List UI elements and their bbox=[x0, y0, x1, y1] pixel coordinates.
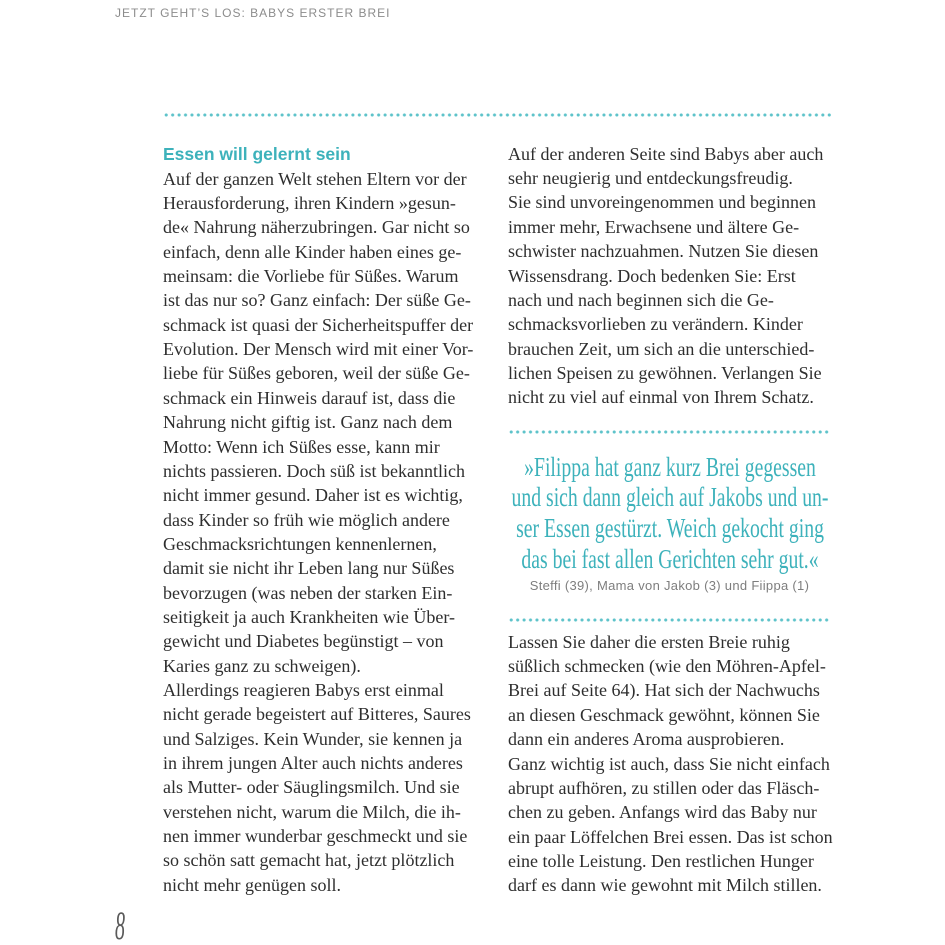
body-line: in ihrem jungen Alter auch nichts anderes bbox=[163, 752, 463, 773]
body-line: ein paar Löffelchen Brei essen. Das ist schon bbox=[508, 826, 833, 847]
body-line: einfach, denn alle Kinder haben eines ge- bbox=[163, 241, 462, 262]
body-line: sehr neugierig und entdeckungsfreudig. bbox=[508, 168, 793, 189]
body-line: nen immer wunderbar geschmeckt und sie bbox=[163, 826, 468, 847]
body-line: dann ein anderes Aroma ausprobieren. bbox=[508, 729, 785, 750]
running-header: JETZT GEHT’S LOS: BABYS ERSTER BREI bbox=[115, 6, 391, 20]
quote-top-dotted-divider bbox=[508, 430, 831, 434]
body-line: bevorzugen (was neben der starken Ein- bbox=[163, 582, 453, 603]
body-line: Auf der anderen Seite sind Babys aber auch bbox=[508, 143, 824, 164]
body-line: schmack ein Hinweis darauf ist, dass die bbox=[163, 387, 456, 408]
quote-line-row bbox=[508, 544, 831, 575]
body-line: Allerdings reagieren Babys erst einmal bbox=[163, 679, 444, 700]
right-column-bottom bbox=[508, 630, 853, 898]
body-line: Auf der ganzen Welt stehen Eltern vor der bbox=[163, 168, 467, 189]
body-line: abrupt aufhören, zu stillen oder das Fläsch- bbox=[508, 777, 820, 798]
top-dotted-divider bbox=[163, 113, 831, 117]
body-line: Ganz wichtig ist auch, dass Sie nicht einfach bbox=[508, 753, 830, 774]
body-line: brauchen Zeit, um sich an die unterschied- bbox=[508, 338, 815, 359]
pull-quote bbox=[508, 452, 831, 575]
body-line: Lassen Sie daher die ersten Breie ruhig bbox=[508, 631, 790, 652]
quote-attribution: Steffi (39), Mama von Jakob (3) und Fiippa (1) bbox=[529, 578, 810, 593]
body-line: nicht mehr genügen soll. bbox=[163, 874, 341, 895]
body-line: meinsam: die Vorliebe für Süßes. Warum bbox=[163, 266, 459, 287]
body-line: de« Nahrung näherzubringen. Gar nicht so bbox=[163, 217, 470, 238]
body-line: und Salziges. Kein Wunder, sie kennen ja bbox=[163, 728, 463, 749]
body-line: eine tolle Leistung. Den restlichen Hunger bbox=[508, 850, 814, 871]
body-line: nicht zu viel auf einmal von Ihrem Schatz. bbox=[508, 387, 814, 408]
body-line: ist das nur so? Ganz einfach: Der süße Ge- bbox=[163, 290, 471, 311]
body-line: nach und nach beginnen sich die Ge- bbox=[508, 289, 774, 310]
body-line: Herausforderung, ihren Kindern »gesun- bbox=[163, 193, 456, 214]
body-line: schwister nachzuahmen. Nutzen Sie diesen bbox=[508, 241, 819, 262]
body-line: Sie sind unvoreingenommen und beginnen bbox=[508, 192, 816, 213]
body-line: süßlich schmecken (wie den Möhren-Apfel- bbox=[508, 656, 826, 677]
body-line: dass Kinder so früh wie möglich andere bbox=[163, 509, 450, 530]
body-line: schmacksvorlieben zu verändern. Kinder bbox=[508, 314, 803, 335]
right-column-top bbox=[508, 142, 853, 410]
quote-line-row bbox=[508, 482, 831, 513]
body-line: Wissensdrang. Doch bedenken Sie: Erst bbox=[508, 265, 796, 286]
quote-line: ser Essen gestürzt. Weich gekocht ging bbox=[515, 512, 824, 543]
body-line: darf es dann wie gewohnt mit Milch stillen. bbox=[508, 875, 822, 896]
body-line: lichen Speisen zu gewöhnen. Verlangen Sie bbox=[508, 362, 822, 383]
body-line: nichts passieren. Doch süß ist bekanntlich bbox=[163, 460, 465, 481]
body-line: als Mutter- oder Säuglingsmilch. Und sie bbox=[163, 777, 460, 798]
quote-line: und sich dann gleich auf Jakobs und un- bbox=[511, 482, 828, 513]
body-line: damit sie nicht ihr Leben lang nur Süßes bbox=[163, 558, 455, 579]
body-line: liebe für Süßes geboren, weil der süße Ge- bbox=[163, 363, 470, 384]
page-number: 8 bbox=[115, 903, 125, 945]
body-line: so schön satt gemacht hat, jetzt plötzlich bbox=[163, 850, 455, 871]
body-line: nicht gerade begeistert auf Bitteres, Saures bbox=[163, 704, 471, 725]
section-heading: Essen will gelernt sein bbox=[163, 144, 351, 165]
quote-line-row bbox=[508, 452, 831, 483]
body-line: verstehen nicht, warum die Milch, die ih- bbox=[163, 801, 461, 822]
body-line: Brei auf Seite 64). Hat sich der Nachwuchs bbox=[508, 680, 820, 701]
body-line: nicht immer gesund. Daher ist es wichtig, bbox=[163, 485, 463, 506]
quote-bottom-dotted-divider bbox=[508, 618, 831, 622]
body-line: an diesen Geschmack gewöhnt, können Sie bbox=[508, 704, 820, 725]
body-line: Karies ganz zu schweigen). bbox=[163, 655, 361, 676]
body-line: chen zu geben. Anfangs wird das Baby nur bbox=[508, 802, 817, 823]
quote-line: das bei fast allen Gerichten sehr gut.« bbox=[520, 543, 819, 574]
body-line: seitigkeit ja auch Krankheiten wie Über- bbox=[163, 606, 456, 627]
body-line: gewicht und Diabetes begünstigt – von bbox=[163, 631, 444, 652]
body-line: Evolution. Der Mensch wird mit einer Vor- bbox=[163, 339, 474, 360]
left-column bbox=[163, 142, 508, 897]
body-line: Geschmacksrichtungen kennenlernen, bbox=[163, 533, 437, 554]
quote-line: »Filippa hat ganz kurz Brei gegessen bbox=[523, 451, 816, 482]
quote-line-row bbox=[508, 513, 831, 544]
body-line: Nahrung nicht giftig ist. Ganz nach dem bbox=[163, 412, 453, 433]
body-line: immer mehr, Erwachsene und ältere Ge- bbox=[508, 216, 800, 237]
body-line: schmack ist quasi der Sicherheitspuffer der bbox=[163, 314, 474, 335]
body-line: Motto: Wenn ich Süßes esse, kann mir bbox=[163, 436, 440, 457]
